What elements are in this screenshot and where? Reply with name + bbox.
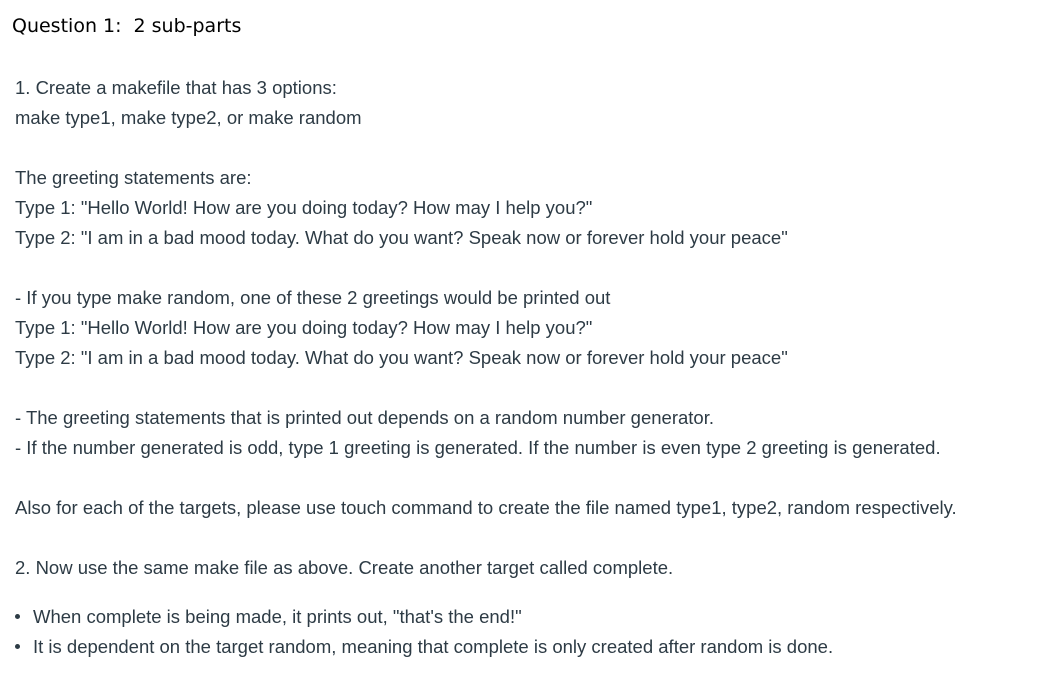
part1-title: 1. Create a makefile that has 3 options:: [15, 77, 337, 98]
greeting-intro: The greeting statements are:: [15, 167, 252, 188]
random-intro: - If you type make random, one of these 2 greetings would be printed out: [15, 287, 611, 308]
greeting-type2: Type 2: "I am in a bad mood today. What do you want? Speak now or forever hold your peace": [15, 227, 788, 248]
list-item: [15, 632, 833, 662]
part2-title: 2. Now use the same make file as above. Create another target called complete.: [15, 557, 674, 578]
parity-note: - If the number generated is odd, type 1 greeting is generated. If the number is even type 2 greeting is generated.: [15, 437, 941, 458]
bullet-text: It is dependent on the target random, meaning that complete is only created after random is done.: [33, 636, 834, 657]
bullet-dot-icon: [15, 614, 20, 619]
question-header: [12, 15, 241, 37]
question-label: Question 1:: [12, 15, 122, 37]
subparts-label: 2 sub-parts: [133, 15, 242, 37]
part1-options: make type1, make type2, or make random: [15, 107, 362, 128]
random-type1: Type 1: "Hello World! How are you doing today? How may I help you?": [15, 317, 593, 338]
bullet-text: When complete is being made, it prints out, "that's the end!": [33, 606, 522, 627]
rng-note: - The greeting statements that is printed out depends on a random number generator.: [15, 407, 714, 428]
greeting-type1: Type 1: "Hello World! How are you doing today? How may I help you?": [15, 197, 593, 218]
touch-note: Also for each of the targets, please use touch command to create the file named type1, type2, random respectively.: [15, 497, 957, 518]
part2-bullet-list: [15, 602, 833, 662]
random-type2: Type 2: "I am in a bad mood today. What do you want? Speak now or forever hold your peace": [15, 347, 788, 368]
list-item: [15, 602, 833, 632]
bullet-dot-icon: [15, 644, 20, 649]
